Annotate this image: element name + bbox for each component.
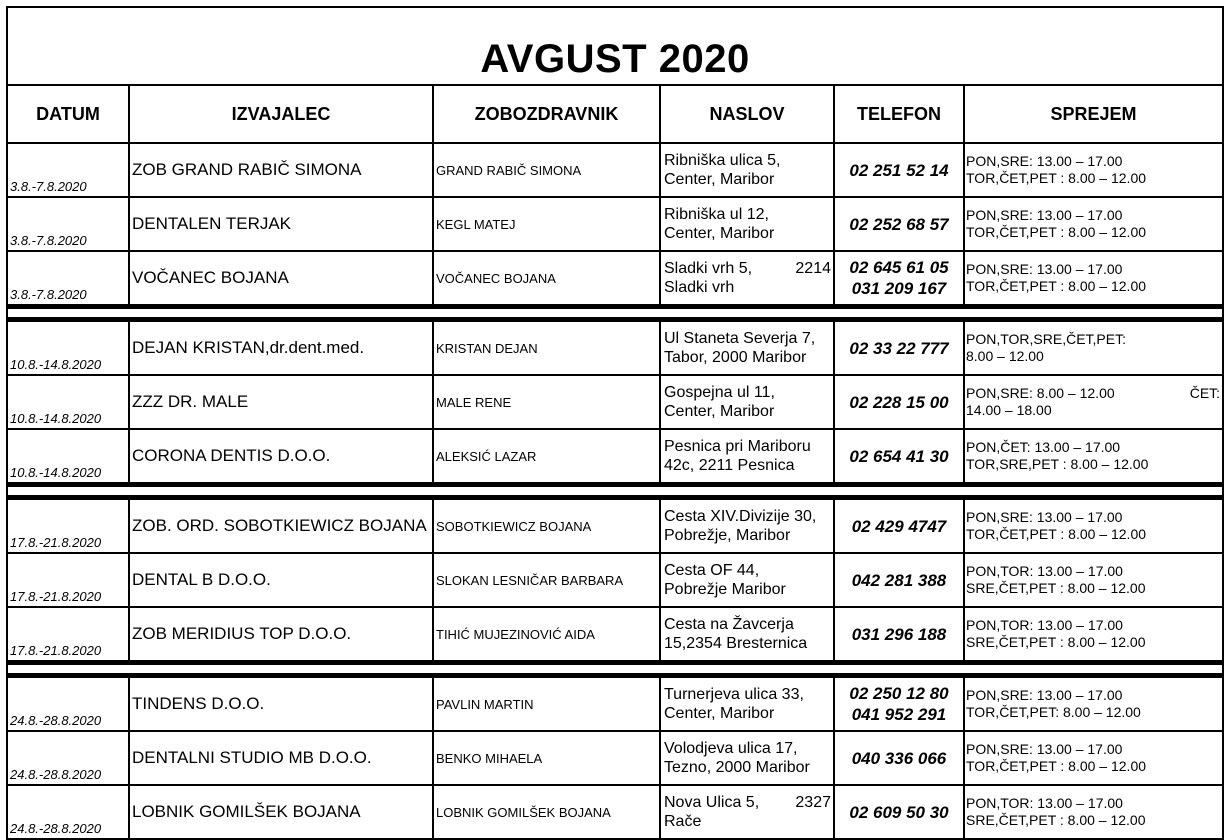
phone-number: 02 251 52 14 <box>849 160 949 180</box>
week-separator <box>7 663 1223 676</box>
phone-number: 02 609 50 30 <box>849 802 949 822</box>
phone-cell <box>834 143 964 197</box>
week-separator <box>7 485 1223 498</box>
address-line-1 <box>664 507 831 526</box>
address-street: Turnerjeva ulica 33, <box>664 686 804 703</box>
address-street: Gospejna ul 11, <box>664 384 775 401</box>
table-row <box>7 676 1223 732</box>
address-line-1 <box>664 685 831 704</box>
dentist-cell: BENKO MIHAELA <box>433 731 660 785</box>
date-cell: 24.8.-28.8.2020 <box>7 785 129 839</box>
hours-cell <box>964 143 1223 197</box>
hours-line-2: TOR,ČET,PET : 8.00 – 12.00 <box>966 278 1147 294</box>
hours-line-2: TOR,ČET,PET: 8.00 – 12.00 <box>966 704 1141 720</box>
header-izvajalec: IZVAJALEC <box>129 85 433 143</box>
provider-cell: ZOB MERIDIUS TOP D.O.O. <box>129 607 433 663</box>
hours-line-1 <box>966 741 1220 758</box>
phone-cell <box>834 785 964 839</box>
phone-number: 042 281 388 <box>851 570 947 590</box>
provider-cell: ZZZ DR. MALE <box>129 375 433 429</box>
hours-cell <box>964 553 1223 607</box>
phone-cell <box>834 251 964 307</box>
address-street: Ribniška ul 12, <box>664 206 769 223</box>
phone-number: 02 228 15 00 <box>849 392 949 412</box>
hours-line-1 <box>966 509 1220 526</box>
address-postcode: 2214 <box>795 260 831 277</box>
address-line-2: Pobrežje Maribor <box>664 581 786 598</box>
address-line-2: Tabor, 2000 Maribor <box>664 349 807 366</box>
provider-cell: ZOB GRAND RABIČ SIMONA <box>129 143 433 197</box>
date-cell: 10.8.-14.8.2020 <box>7 320 129 376</box>
provider-cell: ZOB. ORD. SOBOTKIEWICZ BOJANA <box>129 498 433 554</box>
table-row <box>7 251 1223 307</box>
dentist-cell: KEGL MATEJ <box>433 197 660 251</box>
date-cell: 3.8.-7.8.2020 <box>7 251 129 307</box>
date-cell: 24.8.-28.8.2020 <box>7 731 129 785</box>
address-cell <box>660 375 834 429</box>
address-street: Sladki vrh 5, <box>664 260 753 277</box>
hours-line-1 <box>966 385 1220 402</box>
address-cell <box>660 785 834 839</box>
phone-cell <box>834 607 964 663</box>
hours-line-2: TOR,ČET,PET : 8.00 – 12.00 <box>966 170 1147 186</box>
address-line-1 <box>664 259 831 278</box>
phone-cell <box>834 375 964 429</box>
hours-text-1: PON,SRE: 13.00 – 17.00 <box>966 261 1123 277</box>
hours-cell <box>964 197 1223 251</box>
phone-cell <box>834 197 964 251</box>
hours-cell <box>964 676 1223 732</box>
address-street: Ribniška ulica 5, <box>664 152 781 169</box>
address-line-1 <box>664 205 831 224</box>
address-line-2: Tezno, 2000 Maribor <box>664 759 810 776</box>
hours-line-1 <box>966 153 1220 170</box>
phone-number-2: 041 952 291 <box>851 705 947 724</box>
dentist-cell: TIHIĆ MUJEZINOVIĆ AIDA <box>433 607 660 663</box>
hours-text-1: PON,ČET: 13.00 – 17.00 <box>966 439 1121 455</box>
address-cell <box>660 553 834 607</box>
phone-number: 02 33 22 777 <box>849 338 949 358</box>
address-line-1 <box>664 615 831 634</box>
dentist-cell: MALE RENE <box>433 375 660 429</box>
hours-line-1 <box>966 795 1220 812</box>
header-sprejem: SPREJEM <box>964 85 1223 143</box>
table-row <box>7 375 1223 429</box>
hours-line-2: TOR,SRE,PET : 8.00 – 12.00 <box>966 456 1149 472</box>
dentist-cell: KRISTAN DEJAN <box>433 320 660 376</box>
phone-cell <box>834 553 964 607</box>
hours-text-1b: ČET: <box>1189 385 1221 401</box>
hours-cell <box>964 429 1223 485</box>
address-street: Volodjeva ulica 17, <box>664 740 798 757</box>
schedule-body <box>7 143 1223 839</box>
phone-number: 02 429 4747 <box>851 516 947 536</box>
table-row <box>7 320 1223 376</box>
table-row <box>7 785 1223 839</box>
address-cell <box>660 320 834 376</box>
hours-text-1: PON,SRE: 13.00 – 17.00 <box>966 207 1123 223</box>
address-cell <box>660 498 834 554</box>
table-row <box>7 607 1223 663</box>
dentist-cell: VOČANEC BOJANA <box>433 251 660 307</box>
phone-cell <box>834 320 964 376</box>
separator-cell <box>7 485 1223 498</box>
date-cell: 17.8.-21.8.2020 <box>7 607 129 663</box>
address-line-1 <box>664 561 831 580</box>
address-line-2: 15,2354 Bresternica <box>664 635 808 652</box>
date-cell: 17.8.-21.8.2020 <box>7 553 129 607</box>
header-telefon: TELEFON <box>834 85 964 143</box>
provider-cell: DEJAN KRISTAN,dr.dent.med. <box>129 320 433 376</box>
hours-line-1 <box>966 207 1220 224</box>
hours-line-2: SRE,ČET,PET : 8.00 – 12.00 <box>966 634 1146 650</box>
hours-cell <box>964 607 1223 663</box>
address-street: Pesnica pri Mariboru <box>664 438 811 455</box>
table-row <box>7 197 1223 251</box>
hours-line-1 <box>966 563 1220 580</box>
date-cell: 10.8.-14.8.2020 <box>7 375 129 429</box>
hours-line-1 <box>966 617 1220 634</box>
address-cell <box>660 676 834 732</box>
hours-line-1 <box>966 687 1220 704</box>
hours-text-1: PON,SRE: 13.00 – 17.00 <box>966 509 1123 525</box>
hours-text-1: PON,TOR,SRE,ČET,PET: <box>966 331 1126 347</box>
address-line-1 <box>664 151 831 170</box>
header-row <box>7 85 1223 143</box>
phone-number: 02 252 68 57 <box>849 214 949 234</box>
hours-text-1: PON,SRE: 13.00 – 17.00 <box>966 741 1123 757</box>
hours-line-2: SRE,ČET,PET : 8.00 – 12.00 <box>966 812 1146 828</box>
header-naslov: NASLOV <box>660 85 834 143</box>
provider-cell: CORONA DENTIS D.O.O. <box>129 429 433 485</box>
schedule-table <box>6 6 1224 840</box>
provider-cell: TINDENS D.O.O. <box>129 676 433 732</box>
phone-number: 02 654 41 30 <box>849 446 949 466</box>
address-line-2: Sladki vrh <box>664 279 735 296</box>
address-line-2: Rače <box>664 813 702 830</box>
date-cell: 3.8.-7.8.2020 <box>7 143 129 197</box>
hours-text-1: PON,TOR: 13.00 – 17.00 <box>966 617 1123 633</box>
phone-cell <box>834 429 964 485</box>
address-line-1 <box>664 383 831 402</box>
date-cell: 24.8.-28.8.2020 <box>7 676 129 732</box>
address-cell <box>660 251 834 307</box>
provider-cell: DENTALNI STUDIO MB D.O.O. <box>129 731 433 785</box>
address-cell <box>660 143 834 197</box>
address-street: Cesta XIV.Divizije 30, <box>664 508 817 525</box>
hours-text-1: PON,SRE: 13.00 – 17.00 <box>966 153 1123 169</box>
dentist-cell: GRAND RABIČ SIMONA <box>433 143 660 197</box>
provider-cell: LOBNIK GOMILŠEK BOJANA <box>129 785 433 839</box>
table-row <box>7 143 1223 197</box>
separator-cell <box>7 663 1223 676</box>
hours-line-2: SRE,ČET,PET : 8.00 – 12.00 <box>966 580 1146 596</box>
hours-line-1 <box>966 261 1220 278</box>
address-line-1 <box>664 329 831 348</box>
phone-number: 040 336 066 <box>851 748 947 768</box>
hours-line-2: TOR,ČET,PET : 8.00 – 12.00 <box>966 758 1147 774</box>
address-line-2: Center, Maribor <box>664 171 775 188</box>
provider-cell: VOČANEC BOJANA <box>129 251 433 307</box>
hours-line-1 <box>966 439 1220 456</box>
phone-cell <box>834 731 964 785</box>
address-street: Nova Ulica 5, <box>664 794 760 811</box>
hours-cell <box>964 375 1223 429</box>
address-street: Cesta OF 44, <box>664 562 760 579</box>
phone-number-2: 031 209 167 <box>851 279 947 298</box>
address-cell <box>660 429 834 485</box>
table-row <box>7 553 1223 607</box>
week-separator <box>7 307 1223 320</box>
header-zobozdravnik: ZOBOZDRAVNIK <box>433 85 660 143</box>
phone-cell <box>834 498 964 554</box>
hours-cell <box>964 731 1223 785</box>
hours-line-2: 14.00 – 18.00 <box>966 402 1052 418</box>
phone-cell <box>834 676 964 732</box>
dentist-cell: ALEKSIĆ LAZAR <box>433 429 660 485</box>
hours-cell <box>964 320 1223 376</box>
date-cell: 3.8.-7.8.2020 <box>7 197 129 251</box>
header-datum: DATUM <box>7 85 129 143</box>
address-postcode: 2327 <box>795 794 831 811</box>
hours-line-2: 8.00 – 12.00 <box>966 348 1044 364</box>
dentist-cell: SOBOTKIEWICZ BOJANA <box>433 498 660 554</box>
address-street: Cesta na Žavcerja <box>664 616 794 633</box>
provider-cell: DENTALEN TERJAK <box>129 197 433 251</box>
dentist-cell: PAVLIN MARTIN <box>433 676 660 732</box>
hours-text-1: PON,SRE: 8.00 – 12.00 <box>966 385 1115 401</box>
address-line-2: Center, Maribor <box>664 705 775 722</box>
address-line-1 <box>664 793 831 812</box>
address-line-2: Center, Maribor <box>664 225 775 242</box>
hours-line-2: TOR,ČET,PET : 8.00 – 12.00 <box>966 224 1147 240</box>
hours-cell <box>964 251 1223 307</box>
page-title: AVGUST 2020 <box>7 7 1223 85</box>
table-row <box>7 498 1223 554</box>
phone-number: 02 645 61 05 <box>849 258 949 277</box>
phone-number: 02 250 12 80 <box>849 684 949 703</box>
hours-line-2: TOR,ČET,PET : 8.00 – 12.00 <box>966 526 1147 542</box>
table-row <box>7 731 1223 785</box>
address-line-2: 42c, 2211 Pesnica <box>664 457 795 474</box>
hours-text-1: PON,TOR: 13.00 – 17.00 <box>966 795 1123 811</box>
dentist-cell: LOBNIK GOMILŠEK BOJANA <box>433 785 660 839</box>
schedule-sheet <box>6 6 1222 840</box>
dentist-cell: SLOKAN LESNIČAR BARBARA <box>433 553 660 607</box>
hours-line-1 <box>966 331 1220 348</box>
table-row <box>7 429 1223 485</box>
address-line-2: Center, Maribor <box>664 403 775 420</box>
hours-cell <box>964 498 1223 554</box>
date-cell: 10.8.-14.8.2020 <box>7 429 129 485</box>
address-line-1 <box>664 437 831 456</box>
provider-cell: DENTAL B D.O.O. <box>129 553 433 607</box>
address-cell <box>660 607 834 663</box>
address-cell <box>660 731 834 785</box>
hours-cell <box>964 785 1223 839</box>
address-cell <box>660 197 834 251</box>
address-line-2: Pobrežje, Maribor <box>664 527 791 544</box>
date-cell: 17.8.-21.8.2020 <box>7 498 129 554</box>
address-street: Ul Staneta Severja 7, <box>664 330 816 347</box>
hours-text-1: PON,SRE: 13.00 – 17.00 <box>966 687 1123 703</box>
hours-text-1: PON,TOR: 13.00 – 17.00 <box>966 563 1123 579</box>
separator-cell <box>7 307 1223 320</box>
phone-number: 031 296 188 <box>851 624 947 644</box>
address-line-1 <box>664 739 831 758</box>
